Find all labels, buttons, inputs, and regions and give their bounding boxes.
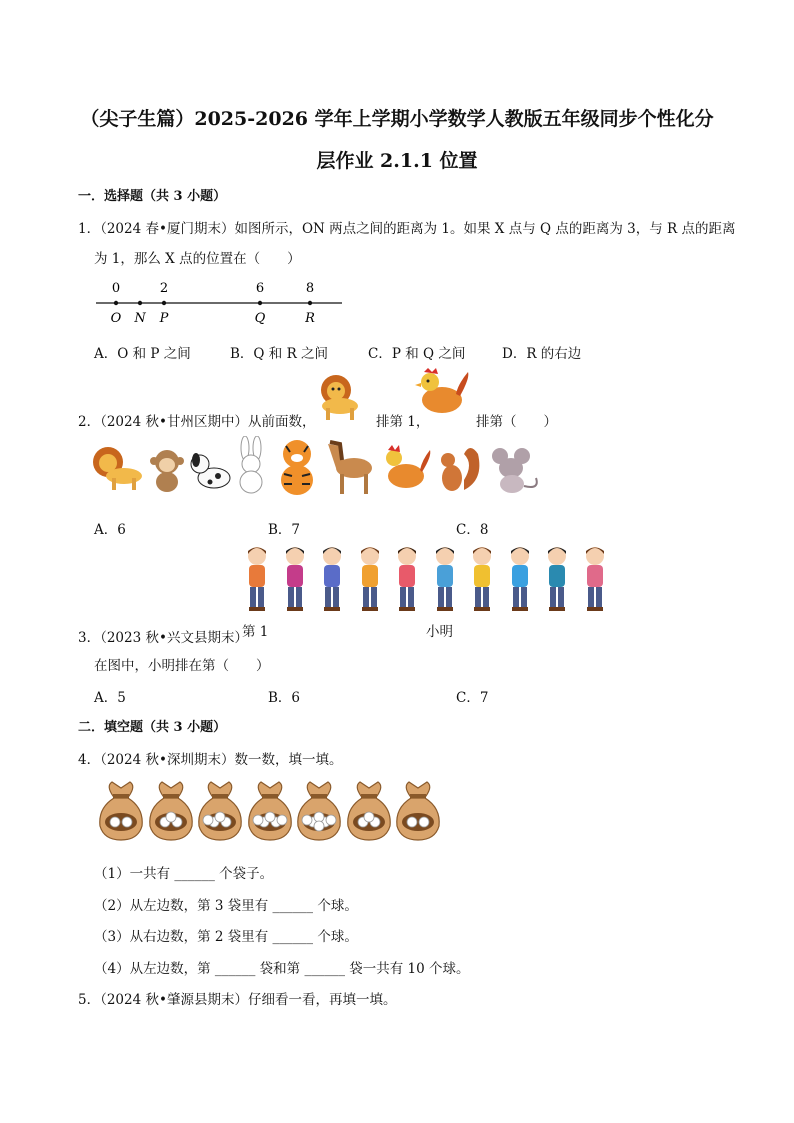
bag-5: [294, 780, 344, 842]
section-heading-choice: 一．选择题（共 3 小题）: [78, 189, 227, 204]
horse-icon: [320, 436, 378, 496]
q2-option-a[interactable]: A．6: [94, 522, 126, 538]
bag-6: [344, 780, 394, 842]
tiger-icon: [276, 438, 318, 496]
section-heading-fill: 二．填空题（共 3 小题）: [78, 720, 227, 735]
q3-option-a[interactable]: A．5: [94, 690, 126, 706]
q4-text-line1: 4．（2024 秋•深圳期末）数一数，填一填。: [78, 752, 343, 768]
page-title-line2: 层作业 2.1.1 位置: [316, 150, 478, 172]
number-line-label-P: P: [159, 311, 169, 326]
child-9: [538, 544, 576, 614]
q4-bags-row: [96, 780, 456, 844]
number-line-point-R: [308, 301, 312, 305]
dog-icon: [188, 450, 234, 494]
q2-text-suffix: 排第（ ）: [476, 414, 557, 430]
bag-7: [393, 780, 443, 842]
number-line-label-O: O: [110, 311, 122, 326]
number-line-tick-2: 2: [159, 281, 169, 296]
child-1: [238, 544, 276, 614]
bag-4: [245, 780, 295, 842]
child-2: [276, 544, 314, 614]
number-line-tick-8: 8: [305, 281, 315, 296]
q2-option-b[interactable]: B．7: [268, 522, 301, 538]
child-7: [463, 544, 501, 614]
q4-sub-4: （4）从左边数，第 ______ 袋和第 ______ 袋一共有 10 个球。: [94, 961, 470, 977]
child-4: [351, 544, 389, 614]
q2-text-mid: 排第 1，: [376, 414, 430, 430]
rabbit-icon: [234, 436, 268, 494]
bag-2: [146, 780, 196, 842]
q3-children-row: [238, 544, 628, 616]
q1-option-d[interactable]: D．R 的右边: [502, 346, 582, 362]
number-line-point-P: [162, 301, 166, 305]
child-5: [388, 544, 426, 614]
q4-sub-1: （1）一共有 ______ 个袋子。: [94, 866, 274, 882]
q2-text-prefix: 2．（2024 秋•甘州区期中）从前面数，: [78, 414, 316, 430]
number-line-point-N: [138, 301, 142, 305]
lion-icon: [90, 442, 146, 494]
number-line-point-O: [114, 301, 118, 305]
q3-text-line1: 3．（2023 秋•兴文县期末）: [78, 630, 248, 646]
bag-3: [195, 780, 245, 842]
number-line-tick-0: 0: [111, 281, 121, 296]
q3-label-first: 第 1: [242, 624, 269, 640]
number-line-label-N: N: [134, 311, 146, 326]
bag-1: [96, 780, 146, 842]
number-line-tick-6: 6: [255, 281, 265, 296]
q3-option-c[interactable]: C．7: [456, 690, 489, 706]
q4-sub-3: （3）从右边数，第 2 袋里有 ______ 个球。: [94, 929, 358, 945]
number-line-label-Q: Q: [254, 311, 266, 326]
q1-option-b[interactable]: B．Q 和 R 之间: [230, 346, 329, 362]
child-3: [313, 544, 351, 614]
q3-option-b[interactable]: B．6: [268, 690, 301, 706]
q4-sub-2: （2）从左边数，第 3 袋里有 ______ 个球。: [94, 898, 358, 914]
monkey-icon: [146, 446, 188, 494]
child-6: [426, 544, 464, 614]
q3-text-line2: 在图中，小明排在第（ ）: [94, 658, 270, 674]
q1-text-line2: 为 1，那么 X 点的位置在（ ）: [94, 251, 301, 267]
q1-number-line: [90, 276, 350, 328]
q2-lion-icon: [306, 372, 364, 422]
mouse-icon: [488, 446, 542, 494]
page-title-line1: （尖子生篇）2025-2026 学年上学期小学数学人教版五年级同步个性化分: [80, 108, 714, 130]
q2-rooster-icon: [412, 366, 474, 418]
q1-option-a[interactable]: A．O 和 P 之间: [94, 346, 191, 362]
q2-option-c[interactable]: C．8: [456, 522, 489, 538]
q5-text-line1: 5．（2024 秋•肇源县期末）仔细看一看，再填一填。: [78, 992, 397, 1008]
squirrel-icon: [434, 440, 484, 494]
q1-option-c[interactable]: C．P 和 Q 之间: [368, 346, 466, 362]
q2-animal-row: [90, 436, 550, 498]
q1-text-line1: 1．（2024 春•厦门期末）如图所示，ON 两点之间的距离为 1。如果 X 点与 Q 点的距离为 3，与 R 点的距离: [78, 221, 736, 237]
number-line-point-Q: [258, 301, 262, 305]
q3-label-xiaoming: 小明: [426, 624, 453, 640]
rooster-icon: [380, 442, 432, 494]
child-8: [501, 544, 539, 614]
number-line-label-R: R: [305, 311, 315, 326]
child-10: [576, 544, 614, 614]
